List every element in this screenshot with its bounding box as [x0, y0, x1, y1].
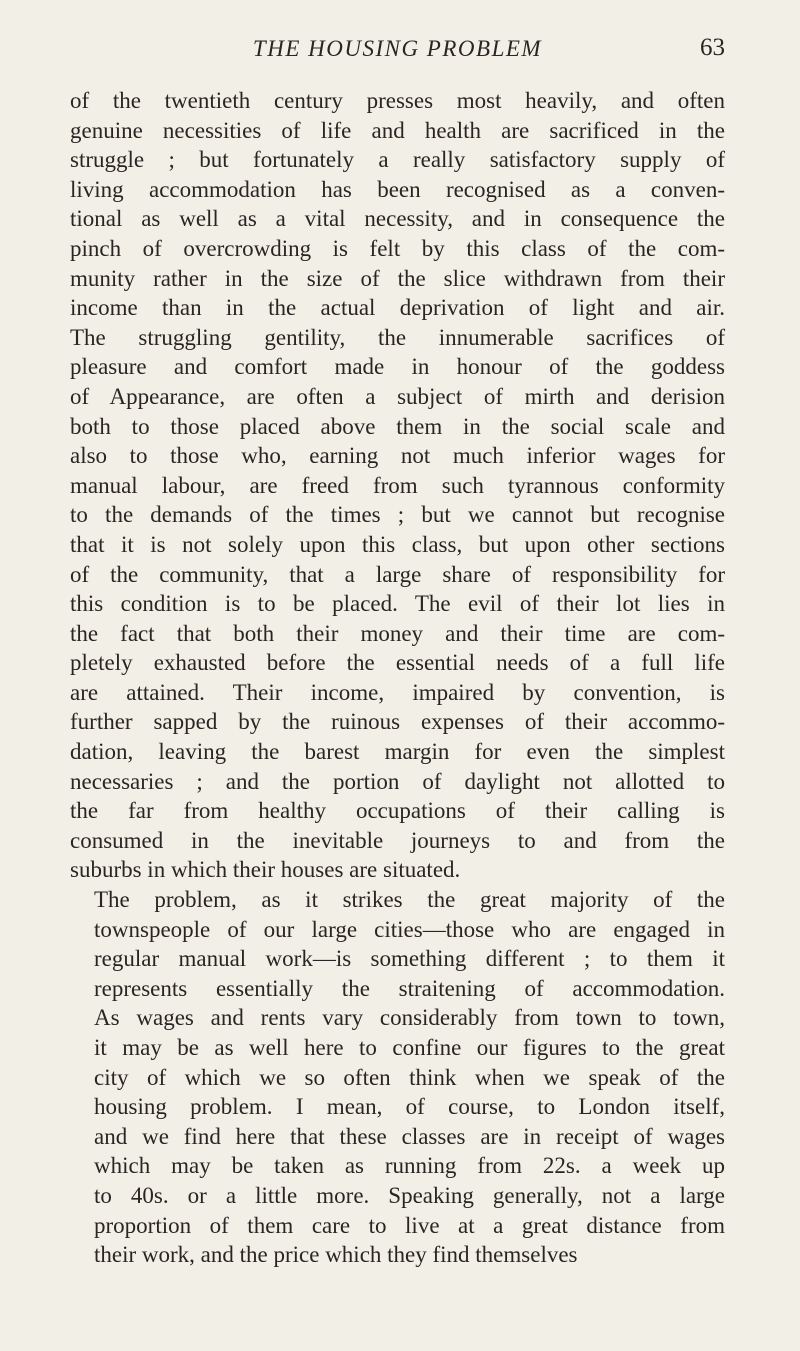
running-title: THE HOUSING PROBLEM: [252, 36, 543, 61]
text-line: townspeople of our large cities—those who are engaged in: [94, 916, 725, 942]
text-line: genuine necessities of life and health are sacrificed in the: [70, 117, 725, 143]
text-line: also to those who, earning not much inferior wages for: [70, 443, 725, 469]
running-head: [70, 28, 725, 68]
text-line: of the twentieth century presses most heavily, and often: [70, 88, 725, 113]
text-line: are attained. Their income, impaired by convention, is: [70, 679, 725, 705]
text-line: city of which we so often think when we speak of the: [94, 1064, 725, 1090]
text-line: pletely exhausted before the essential needs of a full life: [70, 650, 725, 676]
page-number: 63: [700, 34, 725, 61]
text-line: further sapped by the ruinous expenses of their accommo-: [70, 709, 725, 735]
text-line: housing problem. I mean, of course, to London itself,: [94, 1094, 725, 1120]
text-line: proportion of them care to live at a great distance from: [94, 1212, 725, 1238]
text-line: living accommodation has been recognised as a conven-: [70, 176, 725, 202]
text-line: suburbs in which their houses are situated.: [70, 857, 461, 883]
text-line: to the demands of the times ; but we cannot but recognise: [70, 502, 725, 528]
text-line: struggle ; but fortunately a really satisfactory supply of: [70, 147, 725, 173]
text-line: of the community, that a large share of responsibility for: [70, 561, 725, 587]
text-line: and we find here that these classes are in receipt of wages: [94, 1123, 725, 1149]
text-line: it may be as well here to confine our figures to the great: [94, 1035, 725, 1060]
text-line: to 40s. or a little more. Speaking generally, not a large: [94, 1182, 725, 1208]
text-line: income than in the actual deprivation of light and air.: [70, 295, 725, 321]
text-line: the far from healthy occupations of their calling is: [70, 798, 725, 824]
text-line: manual labour, are freed from such tyrannous conformity: [70, 472, 725, 498]
text-line: regular manual work—is something different ; to them it: [94, 946, 725, 972]
text-line: tional as well as a vital necessity, and in consequence the: [70, 206, 725, 232]
text-line: munity rather in the size of the slice withdrawn from their: [70, 265, 725, 291]
text-line: dation, leaving the barest margin for even the simplest: [70, 739, 725, 765]
text-line: the fact that both their money and their time are com-: [70, 620, 725, 646]
text-line: necessaries ; and the portion of daylight not allotted to: [70, 768, 725, 794]
text-line: of Appearance, are often a subject of mirth and derision: [70, 383, 725, 409]
text-line: that it is not solely upon this class, but upon other sections: [70, 531, 725, 557]
text-line: this condition is to be placed. The evil of their lot lies in: [70, 591, 725, 617]
text-line: pleasure and comfort made in honour of the goddess: [70, 354, 725, 380]
text-line: The problem, as it strikes the great majority of the: [94, 887, 725, 913]
body-text: [70, 86, 725, 1270]
text-line: represents essentially the straitening of accommodation.: [94, 975, 725, 1001]
text-line: which may be taken as running from 22s. a week up: [94, 1153, 725, 1179]
text-line: As wages and rents vary considerably from town to town,: [94, 1005, 725, 1031]
paragraph-2: [70, 885, 725, 1270]
text-line: consumed in the inevitable journeys to and from the: [70, 827, 725, 853]
text-line: both to those placed above them in the social scale and: [70, 413, 725, 439]
text-line: pinch of overcrowding is felt by this class of the com-: [70, 235, 725, 261]
text-line: The struggling gentility, the innumerable sacrifices of: [70, 324, 725, 350]
text-line: their work, and the price which they find themselves: [94, 1242, 578, 1268]
paragraph-1: [70, 86, 725, 885]
